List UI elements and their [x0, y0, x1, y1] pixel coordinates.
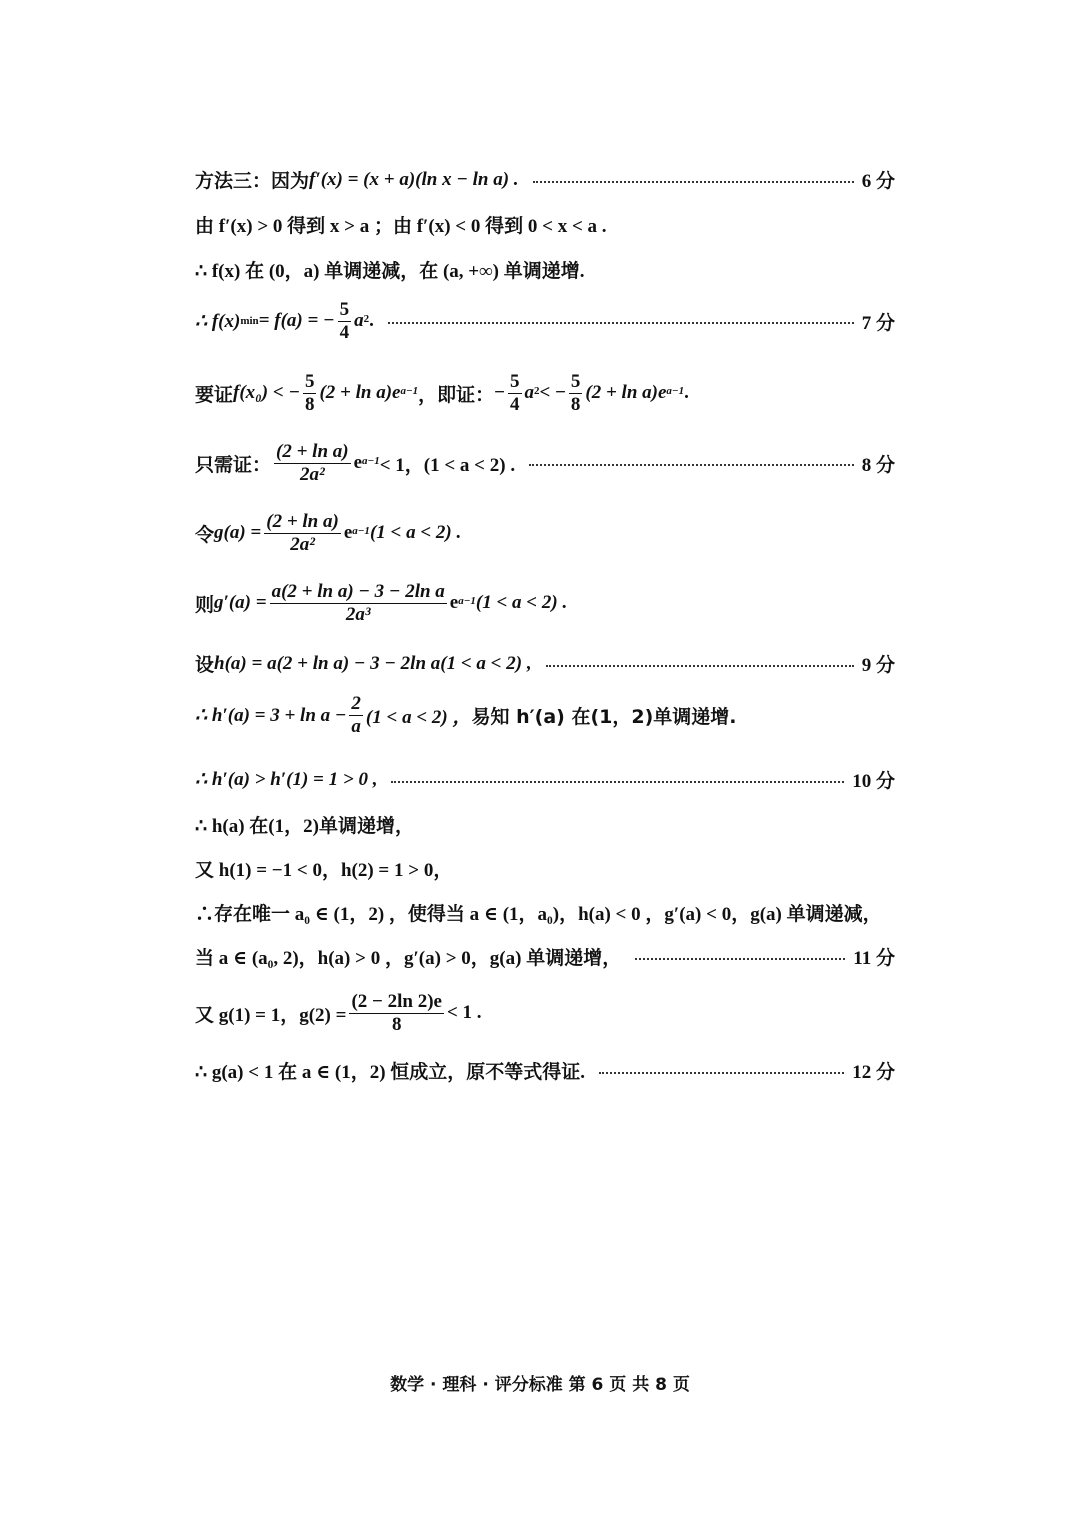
page-footer: 数学 · 理科 · 评分标准 第 6 页 共 8 页	[390, 1375, 690, 1395]
text: ∴ h(a) 在(1，2)单调递增，	[195, 816, 414, 837]
numerator: 5	[510, 371, 520, 392]
numerator: (2 − 2ln 2)e	[351, 991, 442, 1012]
superscript: a−1	[666, 385, 685, 398]
numerator: 2	[351, 693, 361, 714]
text: < −	[539, 382, 566, 404]
text: (1 < a < 2) ，	[365, 706, 472, 728]
fraction	[264, 512, 341, 555]
text: 则	[195, 593, 215, 616]
line-conclusion	[195, 1057, 895, 1084]
line-h-prime	[195, 694, 895, 737]
fraction	[569, 372, 583, 415]
text: 又 g(1) = 1，g(2) =	[195, 1004, 347, 1026]
text: (1 < a < 2) .	[369, 522, 462, 544]
text: 易知 h′(a) 在(1，2)单调递增.	[471, 705, 737, 728]
points: 9 分	[861, 655, 895, 676]
superscript: a−1	[362, 455, 380, 468]
text: e	[449, 592, 459, 614]
points: 11 分	[853, 948, 895, 969]
fraction	[270, 582, 447, 625]
superscript: a−1	[352, 525, 370, 538]
method-label: 方法三：	[195, 170, 272, 192]
line-method3	[195, 166, 895, 193]
text: < 1，(1 < a < 2) .	[379, 454, 516, 476]
line-14	[195, 899, 925, 926]
denominator: 2a³	[345, 603, 371, 625]
numerator: (2 + ln a)	[276, 441, 349, 462]
text: 设	[195, 654, 215, 676]
superscript: a−1	[400, 385, 419, 398]
fraction	[508, 372, 522, 415]
line-g2	[195, 992, 895, 1035]
line-only-need	[195, 442, 895, 485]
numerator: 5	[339, 299, 350, 320]
text: g(a) =	[214, 522, 262, 544]
denominator: a	[351, 715, 361, 737]
points: 8 分	[861, 454, 895, 476]
line-define-h	[195, 650, 895, 677]
text: ∴ g(a) < 1 在 a ∈ (1，2) 恒成立，原不等式得证.	[195, 1062, 586, 1083]
text: (2 + ln a)e	[585, 382, 667, 404]
text: 当 a ∈ (a₀, 2)，h(a) > 0 ，g′(a) > 0，g(a) 单调递增，	[195, 948, 622, 969]
line-13	[195, 855, 895, 882]
points: 12 分	[852, 1062, 895, 1083]
text: a	[354, 310, 364, 332]
line-g-prime	[195, 582, 895, 625]
text: 要证	[195, 383, 234, 406]
line-define-g	[195, 512, 895, 555]
points: 6 分	[861, 171, 895, 192]
fraction	[349, 992, 444, 1035]
denominator: 2a²	[299, 463, 325, 485]
text: = f(a) = −	[258, 310, 335, 332]
line-12	[195, 811, 895, 838]
dot-leader	[391, 781, 844, 783]
dot-leader	[599, 1072, 844, 1074]
line-to-prove	[195, 372, 895, 415]
text: e	[353, 452, 363, 474]
text: < 1 .	[446, 1002, 482, 1024]
denominator: 8	[391, 1013, 402, 1035]
text: e	[343, 522, 353, 544]
text: (2 + ln a)e	[319, 382, 401, 404]
denominator: 2a²	[290, 533, 315, 555]
numerator: a(2 + ln a) − 3 − 2ln a	[271, 581, 445, 602]
denominator: 8	[304, 393, 315, 415]
denominator: 4	[339, 321, 350, 343]
fraction	[349, 694, 363, 737]
expr: f′(x) = (x + a)(ln x − ln a) .	[309, 168, 519, 190]
text: −	[494, 382, 505, 404]
line-h-prime-positive	[195, 766, 895, 793]
fraction	[274, 442, 351, 485]
line-fmin	[195, 300, 895, 343]
dot-leader	[533, 181, 854, 183]
text: 由 f′(x) > 0 得到 x > a ；由 f′(x) < 0 得到 0 < x < a .	[195, 216, 607, 237]
text: g′(a) =	[214, 592, 267, 614]
superscript: 2	[534, 385, 540, 398]
text: ∴ f(x) 在 (0，a) 单调递减，在 (a, +∞) 单调递增.	[195, 261, 585, 282]
text: .	[369, 310, 374, 332]
text: h(a) = a(2 + ln a) − 3 − 2ln a(1 < a < 2) ,	[214, 652, 532, 674]
subscript: min	[240, 315, 259, 328]
points: 7 分	[861, 312, 895, 334]
text: 又 h(1) = −1 < 0，h(2) = 1 > 0，	[195, 860, 453, 881]
line-3	[195, 256, 895, 283]
denominator: 8	[570, 393, 581, 415]
denominator: 4	[510, 393, 520, 415]
text: 只需证：	[195, 453, 272, 476]
dot-leader	[546, 665, 854, 667]
dot-leader	[388, 322, 854, 324]
numerator: 5	[570, 371, 581, 392]
numerator: 5	[304, 371, 315, 392]
text: ∴ f(x)	[195, 310, 241, 332]
superscript: a−1	[458, 595, 476, 608]
text: (1 < a < 2) .	[475, 592, 568, 614]
text: 因为	[271, 170, 310, 192]
dot-leader	[529, 464, 854, 466]
numerator: (2 + ln a)	[266, 511, 339, 532]
text: ∴ h′(a) = 3 + ln a −	[195, 704, 347, 726]
text: ∴存在唯一 a₀ ∈ (1，2) ，使得当 a ∈ (1，a₀)，h(a) < 0 ，g′(a) < 0，g(a) 单调递减，	[195, 904, 882, 925]
superscript: 2	[363, 313, 370, 326]
text: ∴ h′(a) > h′(1) = 1 > 0 ,	[195, 769, 378, 790]
text: f(x₀) < −	[233, 382, 300, 404]
text: .	[684, 382, 689, 404]
text: a	[524, 382, 534, 404]
dot-leader	[635, 958, 845, 960]
fraction	[338, 300, 352, 343]
text: 令	[195, 523, 215, 546]
text: ，即证：	[418, 383, 495, 406]
line-15	[195, 943, 895, 970]
points: 10 分	[852, 771, 895, 792]
line-2	[195, 211, 895, 238]
fraction	[303, 372, 317, 415]
